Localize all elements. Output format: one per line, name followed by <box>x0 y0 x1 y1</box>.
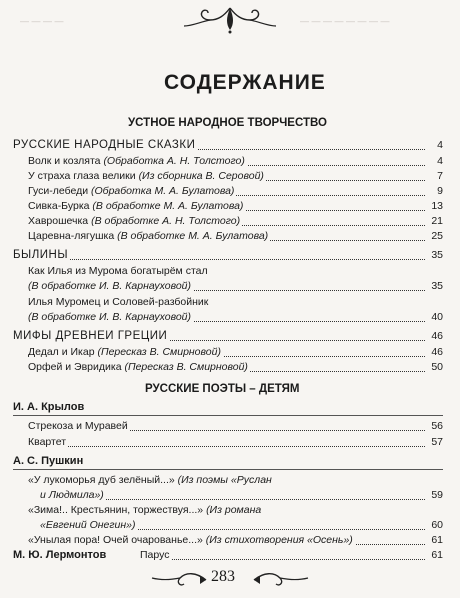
entry-title: Хаврошечка <box>28 215 92 227</box>
bleed-through-text: — — — — — — — — <box>300 16 390 26</box>
entry-title-part: «У лукоморья дуб зелёный...» <box>28 474 178 486</box>
toc-entry[interactable] <box>28 215 443 228</box>
section-heading: РУССКИЕ ПОЭТЫ – ДЕТЯМ <box>145 383 300 395</box>
toc-entry[interactable] <box>28 420 443 433</box>
category-label: РУССКИЕ НАРОДНЫЕ СКАЗКИ <box>13 139 196 151</box>
entry-title <box>28 474 272 487</box>
page-number: 25 <box>431 230 443 242</box>
page-number: 4 <box>437 155 443 167</box>
entry-title: Волк и козлята <box>28 155 104 167</box>
author-name: А. С. Пушкин <box>13 455 84 467</box>
toc-category[interactable] <box>13 139 443 152</box>
top-ornament-icon <box>180 4 280 34</box>
toc-entry[interactable] <box>28 346 443 359</box>
section-heading: УСТНОЕ НАРОДНОЕ ТВОРЧЕСТВО <box>128 117 327 129</box>
entry-title: Стрекоза и Муравей <box>28 420 128 432</box>
footer-page-number: 283 <box>211 568 235 585</box>
entry-note: (Из стихотворения «Осень») <box>205 534 353 546</box>
category-label: МИФЫ ДРЕВНЕЙ ГРЕЦИИ <box>13 330 168 342</box>
toc-entry[interactable] <box>28 155 443 168</box>
divider <box>13 415 443 416</box>
bottom-ornament-icon <box>150 566 310 594</box>
entry-title: Илья Муромец и Соловей-разбойник <box>28 296 209 308</box>
toc-entry[interactable] <box>28 436 443 449</box>
entry-title: Квартет <box>28 436 67 448</box>
page-number: 61 <box>431 549 443 561</box>
page-number: 9 <box>437 185 443 197</box>
entry-title: «Унылая пора! Очей очарованье...» <box>28 534 206 546</box>
entry-title: Дедал и Икар <box>28 346 98 358</box>
page-number: 60 <box>431 519 443 531</box>
category-label: БЫЛИНЫ <box>13 249 69 261</box>
entry-note: (Пересказ В. Смирновой) <box>97 346 221 358</box>
entry-note: (Из романа <box>206 504 262 516</box>
entry-note: (В обработке И. В. Карнауховой) <box>28 311 192 323</box>
entry-note: и Людмила») <box>40 489 104 501</box>
page-number: 46 <box>431 346 443 358</box>
entry-note: (Пересказ В. Смирновой) <box>124 361 248 373</box>
bleed-through-text: — — — — <box>20 16 64 26</box>
entry-title-part: «Зима!.. Крестьянин, торжествуя...» <box>28 504 207 516</box>
page-number: 7 <box>437 170 443 182</box>
toc-category[interactable] <box>13 330 443 343</box>
toc-entry[interactable] <box>40 489 443 502</box>
toc-entry[interactable] <box>28 361 443 374</box>
page-number: 4 <box>437 139 443 151</box>
entry-note: (Из поэмы «Руслан <box>177 474 272 486</box>
toc-entry[interactable] <box>28 170 443 183</box>
entry-note: (В обработке М. А. Булатова) <box>117 230 269 242</box>
entry-title: Орфей и Эвридика <box>28 361 125 373</box>
toc-entry[interactable] <box>28 185 443 198</box>
toc-category[interactable] <box>13 249 443 262</box>
page-title: СОДЕРЖАНИЕ <box>164 71 326 94</box>
entry-note: (Из сборника В. Серовой) <box>138 170 264 182</box>
entry-title: Как Илья из Мурома богатырём стал <box>28 265 208 277</box>
toc-entry[interactable] <box>40 519 443 532</box>
entry-note: (Обработка М. А. Булатова) <box>91 185 235 197</box>
page-number: 57 <box>431 436 443 448</box>
page-number: 61 <box>431 534 443 546</box>
entry-note: (Обработка А. Н. Толстого) <box>103 155 245 167</box>
toc-entry[interactable] <box>28 230 443 243</box>
page-number: 35 <box>431 249 443 261</box>
entry-note: (В обработке А. Н. Толстого) <box>91 215 241 227</box>
author-name: И. А. Крылов <box>13 401 85 413</box>
entry-title: Парус <box>140 549 170 561</box>
entry-title: Гуси-лебеди <box>28 185 91 197</box>
page-number: 21 <box>431 215 443 227</box>
toc-entry[interactable] <box>28 534 443 547</box>
page-number: 50 <box>431 361 443 373</box>
toc-entry[interactable] <box>140 549 443 562</box>
author-name: М. Ю. Лермонтов <box>13 549 107 561</box>
toc-entry[interactable] <box>28 200 443 213</box>
entry-title: Сивка-Бурка <box>28 200 93 212</box>
page-number: 56 <box>431 420 443 432</box>
page-number: 59 <box>431 489 443 501</box>
toc-entry[interactable] <box>28 280 443 293</box>
entry-title <box>28 504 261 517</box>
divider <box>13 469 443 470</box>
entry-note: (В обработке И. В. Карнауховой) <box>28 280 192 292</box>
toc-entry[interactable] <box>28 311 443 324</box>
page-number: 13 <box>431 200 443 212</box>
entry-title: У страха глаза велики <box>28 170 139 182</box>
page-number: 46 <box>431 330 443 342</box>
page-number: 35 <box>431 280 443 292</box>
entry-title: Царевна-лягушка <box>28 230 118 242</box>
entry-note: «Евгений Онегин») <box>40 519 136 531</box>
page-number: 40 <box>431 311 443 323</box>
entry-note: (В обработке М. А. Булатова) <box>92 200 244 212</box>
